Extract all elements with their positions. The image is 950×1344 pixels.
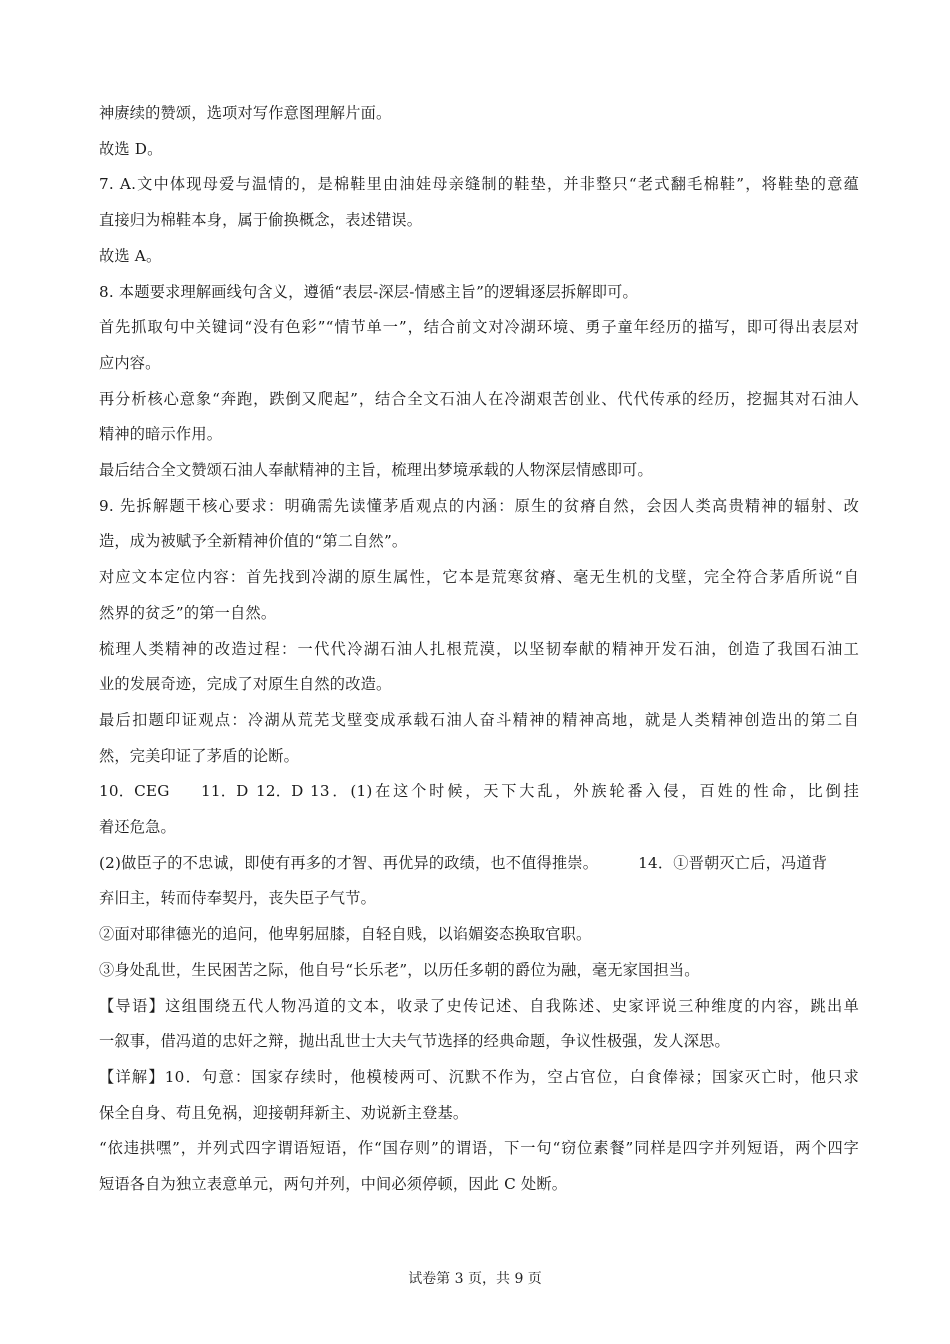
text-line: 直接归为棉鞋本身，属于偷换概念，表述错误。 xyxy=(99,211,423,230)
text-line: 最后结合全文赞颂石油人奉献精神的主旨，梳理出梦境承载的人物深层情感即可。 xyxy=(99,461,653,480)
text-line: 【导语】这组围绕五代人物冯道的文本，收录了史传记述、自我陈述、史家评说三种维度的内容，跳出单 xyxy=(99,996,859,1015)
answer-10: 10．CEG xyxy=(99,782,170,801)
answer-row xyxy=(99,774,859,810)
answer-13-part-2: (2)做臣子的不忠诚，即使有再多的才智、再优异的政绩，也不值得推崇。 xyxy=(99,853,599,872)
text-line: 然界的贫乏”的第一自然。 xyxy=(99,603,277,622)
text-line: 【详解】10．句意：国家存续时，他模棱两可、沉默不作为，空占官位，白食俸禄；国家灭亡时，他只求 xyxy=(99,1067,859,1086)
text-line: 弃旧主，转而侍奉契丹，丧失臣子气节。 xyxy=(99,889,376,908)
text-line: 梳理人类精神的改造过程：一代代冷湖石油人扎根荒漠，以坚韧奉献的精神开发石油，创造了我国石油工 xyxy=(99,639,859,658)
text-line: 再分析核心意象“奔跑，跌倒又爬起”，结合全文石油人在冷湖艰苦创业、代代传承的经历，挖掘其对石油人 xyxy=(99,389,859,408)
text-line: 一叙事，借冯道的忠奸之辩，抛出乱世士大夫气节选择的经典命题，争议性极强，发人深思。 xyxy=(99,1032,730,1051)
text-line: 造，成为被赋予全新精神价值的“第二自然”。 xyxy=(99,532,408,551)
text-line: 业的发展奇迹，完成了对原生自然的改造。 xyxy=(99,675,392,694)
answer-12: 12．D xyxy=(256,782,304,801)
text-line: 着还危急。 xyxy=(99,818,176,837)
text-line: 精神的暗示作用。 xyxy=(99,425,223,444)
text-line: ②面对耶律德光的追问，他卑躬屈膝，自轻自贱，以谄媚姿态换取官职。 xyxy=(99,925,592,944)
text-line: 然，完美印证了茅盾的论断。 xyxy=(99,746,300,765)
page-footer: 试卷第 3 页，共 9 页 xyxy=(408,1271,542,1287)
text-line: 神赓续的赞颂，选项对写作意图理解片面。 xyxy=(99,104,392,122)
text-line: 首先抓取句中关键词“没有色彩”“情节单一”，结合前文对冷湖环境、勇子童年经历的描写，即可得出表层对 xyxy=(99,318,859,337)
text-line xyxy=(99,846,859,882)
text-line: 9. 先拆解题干核心要求：明确需先读懂茅盾观点的内涵：原生的贫瘠自然，会因人类高贵精神的辐射、改 xyxy=(99,496,859,515)
text-line: 短语各自为独立表意单元，两句并列，中间必须停顿，因此 C 处断。 xyxy=(99,1175,568,1194)
text-line: 应内容。 xyxy=(99,353,161,372)
text-line: 保全自身、苟且免祸，迎接朝拜新主、劝说新主登基。 xyxy=(99,1103,469,1122)
text-line: 7. A.文中体现母爱与温情的，是棉鞋里由油娃母亲缝制的鞋垫，并非整只“老式翻毛棉鞋”，将鞋垫的意蕴 xyxy=(99,175,859,194)
text-line: “依违拱嘿”，并列式四字谓语短语，作“国存则”的谓语，下一句“窃位素餐”同样是四字并列短语，两个四字 xyxy=(99,1139,859,1158)
text-line: 对应文本定位内容：首先找到冷湖的原生属性，它本是荒寒贫瘠、毫无生机的戈壁，完全符合茅盾所说“自 xyxy=(99,568,859,587)
answer-14-start: 14．①晋朝灭亡后，冯道背 xyxy=(638,853,828,872)
text-line: 故选 D。 xyxy=(99,139,163,158)
text-line: 最后扣题印证观点：冷湖从荒芜戈壁变成承载石油人奋斗精神的精神高地，就是人类精神创造出的第二自 xyxy=(99,710,859,729)
answer-11: 11．D xyxy=(201,782,249,801)
page-body xyxy=(99,96,859,1203)
text-line: 8. 本题要求理解画线句含义，遵循“表层-深层-情感主旨”的逻辑逐层拆解即可。 xyxy=(99,282,638,301)
text-line: 故选 A。 xyxy=(99,246,162,265)
text-line: ③身处乱世，生民困苦之际，他自号“长乐老”，以历任多朝的爵位为融，毫无家国担当。 xyxy=(99,960,700,979)
answer-13: 13．(1)在这个时候，天下大乱，外族轮番入侵，百姓的性命，比倒挂 xyxy=(310,782,859,801)
